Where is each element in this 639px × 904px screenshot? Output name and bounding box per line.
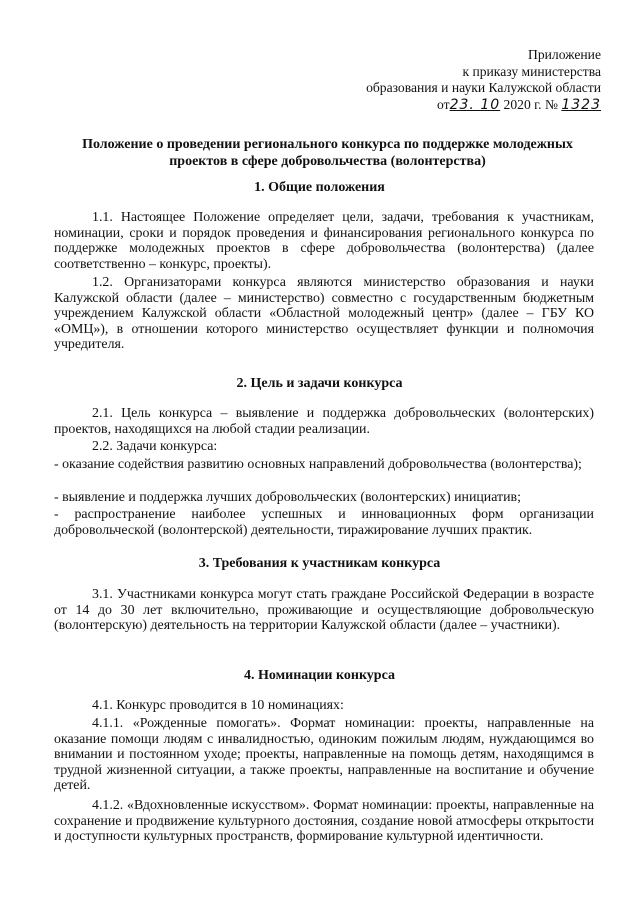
date-prefix: от [437, 96, 450, 112]
handwritten-date: 23. 10 [449, 96, 501, 113]
paragraph-4-1-2: 4.1.2. «Вдохновленные искусством». Формат номинации: проекты, направленные на сохранение и продвижение культурного достояния, создание новой атмосферы открытости и доступности культурных пространств, формирование культурной идентичности. [54, 798, 594, 845]
task-item-2: - выявление и поддержка лучших добровольческих (волонтерских) инициатив; [54, 490, 521, 505]
annex-header [366, 47, 601, 113]
document-title [60, 136, 595, 170]
annex-date-line [366, 97, 601, 114]
paragraph-1-2: 1.2. Организаторами конкурса являются министерство образования и науки Калужской области (далее – министерство) совместно с государственным бюджетным учреждением Калужской области «Областной молодежный центр» (далее – ГБУ КО «ОМЦ»), в отношении которого министерство осуществляет функции и полномочия учредителя. [54, 275, 594, 353]
task-item-1: - оказание содействия развитию основных направлений добровольчества (волонтерства); [54, 457, 582, 472]
title-line-1: Положение о проведении регионального конкурса по поддержке молодежных [82, 137, 573, 152]
paragraph-4-1: 4.1. Конкурс проводится в 10 номинациях: [92, 698, 344, 713]
paragraph-1-1: 1.1. Настоящее Положение определяет цели, задачи, требования к участникам, номинации, сроки и порядок проведения и финансирования регионального конкурса по поддержке молодежных проектов в сфере добровольчества (волонтерства) (далее соответственно – конкурс, проекты). [54, 210, 594, 272]
paragraph-2-1: 2.1. Цель конкурса – выявление и поддержка добровольческих (волонтерских) проектов, находящихся на любой стадии реализации. [54, 406, 594, 437]
annex-line-3: образования и науки Калужской области [366, 80, 601, 95]
annex-line-2: к приказу министерства [462, 63, 601, 79]
paragraph-4-1-1: 4.1.1. «Рожденные помогать». Формат номинации: проекты, направленные на оказание помощи людям с инвалидностью, одиноким пожилым людям, нуждающимся во внимании и постоянном уходе; проекты, направленные на помощь детям, находящимся в трудной жизненной ситуации, а также проекты, направленные на воспитание и обучение детей. [54, 716, 594, 794]
section-heading-2: 2. Цель и задачи конкурса [236, 376, 403, 391]
title-line-2: проектов в сфере добровольчества (волонтерства) [169, 154, 486, 169]
section-heading-1: 1. Общие положения [254, 180, 385, 195]
annex-line-1: Приложение [528, 47, 601, 62]
section-heading-3: 3. Требования к участникам конкурса [198, 556, 441, 571]
paragraph-2-2: 2.2. Задачи конкурса: [92, 439, 218, 454]
task-item-3: - распространение наиболее успешных и инновационных форм организации добровольческой (волонтерской) деятельности, тиражирование лучших практик. [54, 507, 594, 538]
paragraph-3-1: 3.1. Участниками конкурса могут стать граждане Российской Федерации в возрасте от 14 до 30 лет включительно, проживающие и осуществляющие добровольческую (волонтерскую) деятельность на территории Калужской области (далее – участники). [54, 587, 594, 634]
date-year-number: 2020 г. № [503, 96, 558, 112]
handwritten-number: 1323 [561, 96, 601, 113]
section-heading-4: 4. Номинации конкурса [244, 668, 395, 683]
